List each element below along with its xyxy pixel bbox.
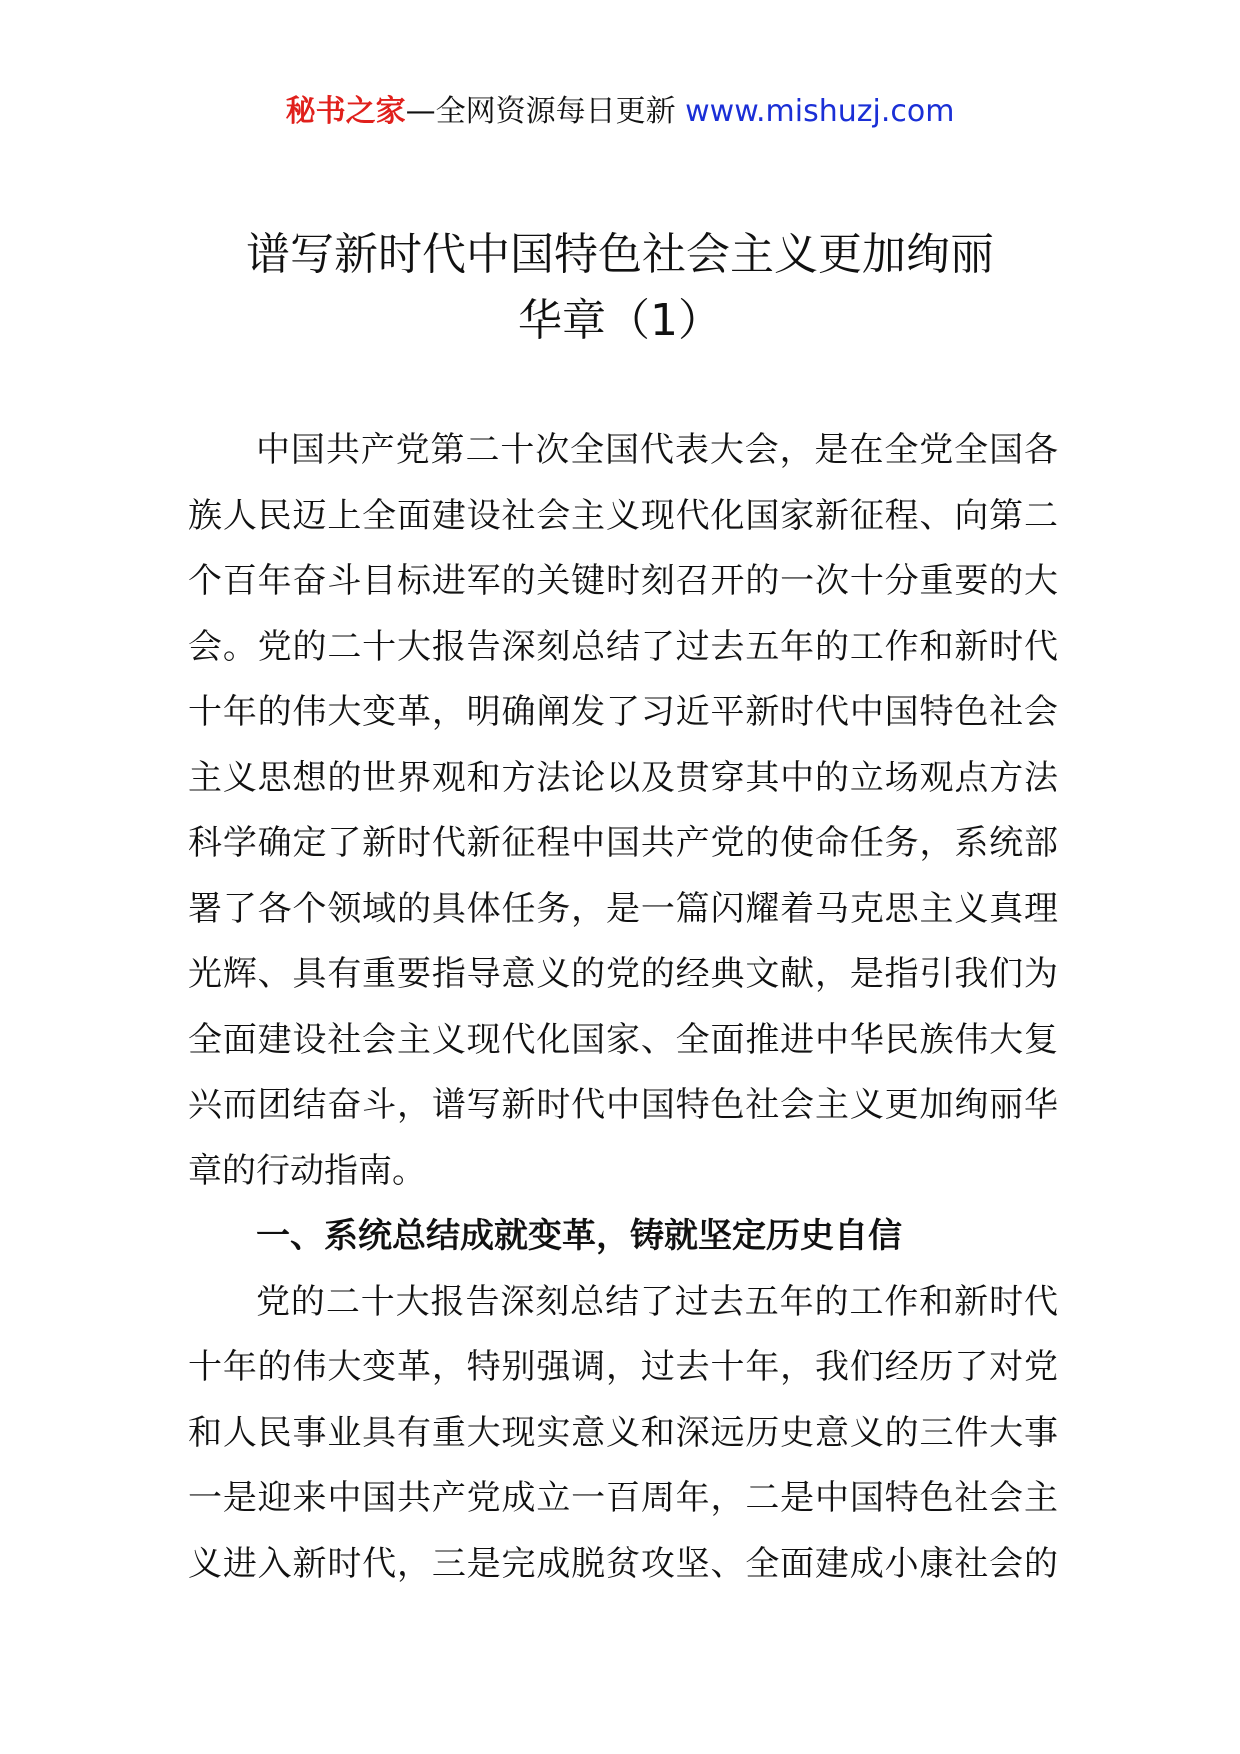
body-line: 一是迎来中国共产党成立一百周年，二是中国特色社会主 [188, 1478, 1058, 1518]
title-line-2: 华章（1） [518, 295, 722, 346]
brand-name: 秘书之家 [285, 94, 406, 129]
site-url-link[interactable]: www.mishuzj.com [685, 94, 955, 129]
header-slogan: —全网资源每日更新 [405, 94, 686, 129]
body-line: 会。党的二十大报告深刻总结了过去五年的工作和新时代 [188, 626, 1058, 667]
body-line: 中国共产党第二十次全国代表大会，是在全党全国各 [256, 430, 1058, 470]
body-line: 光辉、具有重要指导意义的党的经典文献，是指引我们为 [188, 954, 1058, 994]
body-line: 主义思想的世界观和方法论以及贯穿其中的立场观点方法 [188, 757, 1058, 798]
body-line: 义进入新时代，三是完成脱贫攻坚、全面建成小康社会的 [188, 1543, 1058, 1584]
document-body [188, 418, 1058, 1597]
body-line: 全面建设社会主义现代化国家、全面推进中华民族伟大复 [188, 1019, 1058, 1060]
body-line: 十年的伟大变革，特别强调，过去十年，我们经历了对党 [188, 1347, 1058, 1387]
document-title [150, 222, 1090, 354]
body-line: 党的二十大报告深刻总结了过去五年的工作和新时代 [256, 1281, 1058, 1322]
body-line: 族人民迈上全面建设社会主义现代化国家新征程、向第二 [188, 495, 1058, 536]
title-line-1: 谱写新时代中国特色社会主义更加绚丽 [246, 229, 994, 280]
body-line: 兴而团结奋斗，谱写新时代中国特色社会主义更加绚丽华 [188, 1085, 1058, 1125]
body-line: 署了各个领域的具体任务，是一篇闪耀着马克思主义真理 [188, 888, 1058, 929]
body-line: 个百年奋斗目标进军的关键时刻召开的一次十分重要的大 [188, 561, 1058, 601]
body-line: 科学确定了新时代新征程中国共产党的使命任务，系统部 [188, 823, 1058, 863]
body-line: 十年的伟大变革，明确阐发了习近平新时代中国特色社会 [188, 692, 1058, 732]
body-line: 章的行动指南。 [188, 1150, 426, 1191]
site-header [0, 92, 1240, 132]
body-line: 和人民事业具有重大现实意义和深远历史意义的三件大事 [188, 1412, 1058, 1453]
section-heading: 一、系统总结成就变革，铸就坚定历史自信 [256, 1216, 902, 1256]
